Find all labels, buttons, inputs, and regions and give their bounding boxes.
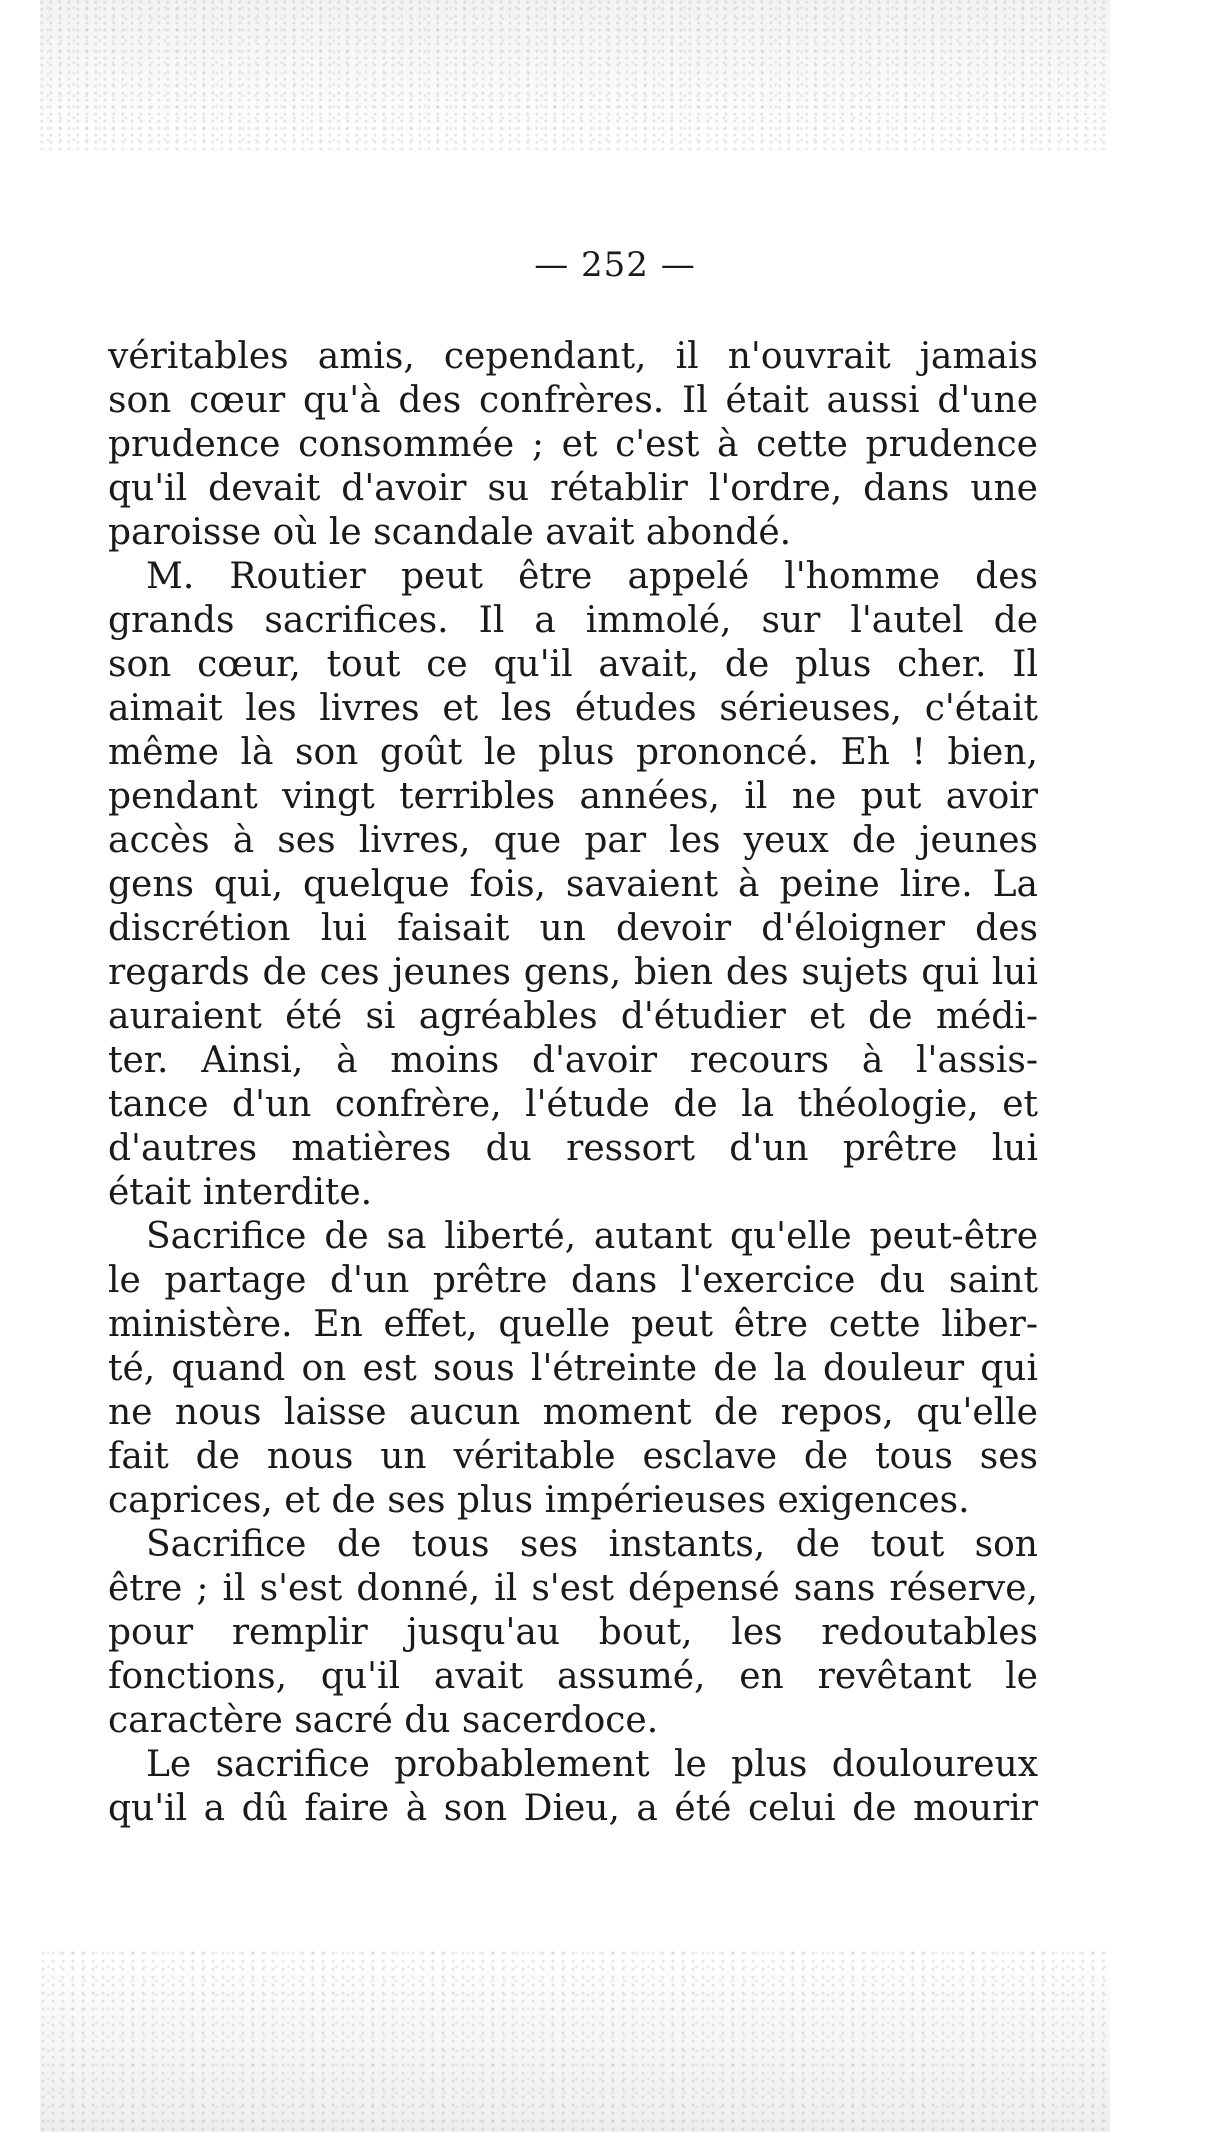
page-number: — 252 — (534, 245, 696, 285)
text-line: té, quand on est sous l'étreinte de la douleur qui (108, 1348, 1038, 1389)
text-line: pendant vingt terribles années, il ne put avoir (108, 776, 1038, 817)
text-line: était interdite. (108, 1172, 373, 1213)
text-line: paroisse où le scandale avait abondé. (108, 512, 792, 553)
text-line: aimait les livres et les études sérieuses, c'était (108, 688, 1038, 729)
text-line: ter. Ainsi, à moins d'avoir recours à l'assis- (108, 1040, 1038, 1081)
text-line: grands sacrifices. Il a immolé, sur l'autel de (108, 600, 1038, 641)
text-line: tance d'un confrère, l'étude de la théologie, et (108, 1084, 1038, 1125)
text-line: fait de nous un véritable esclave de tous ses (108, 1436, 1038, 1477)
text-line: pour remplir jusqu'au bout, les redoutables (108, 1612, 1038, 1653)
text-line: caprices, et de ses plus impérieuses exigences. (108, 1480, 970, 1521)
text-line: Le sacrifice probablement le plus douloureux (146, 1744, 1038, 1785)
text-line: gens qui, quelque fois, savaient à peine lire. La (108, 864, 1038, 905)
text-line: discrétion lui faisait un devoir d'éloigner des (108, 908, 1038, 949)
text-line: fonctions, qu'il avait assumé, en revêtant le (108, 1656, 1038, 1697)
text-line: caractère sacré du sacerdoce. (108, 1700, 659, 1741)
text-line: regards de ces jeunes gens, bien des sujets qui lui (108, 952, 1038, 993)
text-line: Sacrifice de tous ses instants, de tout son (146, 1524, 1038, 1565)
text-line: qu'il a dû faire à son Dieu, a été celui de mourir (108, 1788, 1038, 1829)
scan-noise-top (40, 0, 1110, 150)
text-line: qu'il devait d'avoir su rétablir l'ordre, dans une (108, 468, 1038, 509)
text-line: véritables amis, cependant, il n'ouvrait jamais (108, 336, 1038, 377)
body-text (108, 335, 1038, 1831)
text-line: d'autres matières du ressort d'un prêtre lui (108, 1128, 1038, 1169)
text-line: auraient été si agréables d'étudier et de médi- (108, 996, 1038, 1037)
text-line: Sacrifice de sa liberté, autant qu'elle peut-être (146, 1216, 1038, 1257)
text-line: son cœur, tout ce qu'il avait, de plus cher. Il (108, 644, 1038, 685)
text-line: ministère. En effet, quelle peut être cette liber- (108, 1304, 1038, 1345)
text-line: être ; il s'est donné, il s'est dépensé sans réserve, (108, 1568, 1038, 1609)
text-line: son cœur qu'à des confrères. Il était aussi d'une (108, 380, 1038, 421)
text-line: accès à ses livres, que par les yeux de jeunes (108, 820, 1038, 861)
text-line: le partage d'un prêtre dans l'exercice du saint (108, 1260, 1038, 1301)
text-line: même là son goût le plus prononcé. Eh ! bien, (108, 732, 1038, 773)
scan-noise-bottom (40, 1950, 1110, 2132)
text-line: M. Routier peut être appelé l'homme des (146, 556, 1038, 597)
text-line: prudence consommée ; et c'est à cette prudence (108, 424, 1038, 465)
text-line: ne nous laisse aucun moment de repos, qu'elle (108, 1392, 1038, 1433)
